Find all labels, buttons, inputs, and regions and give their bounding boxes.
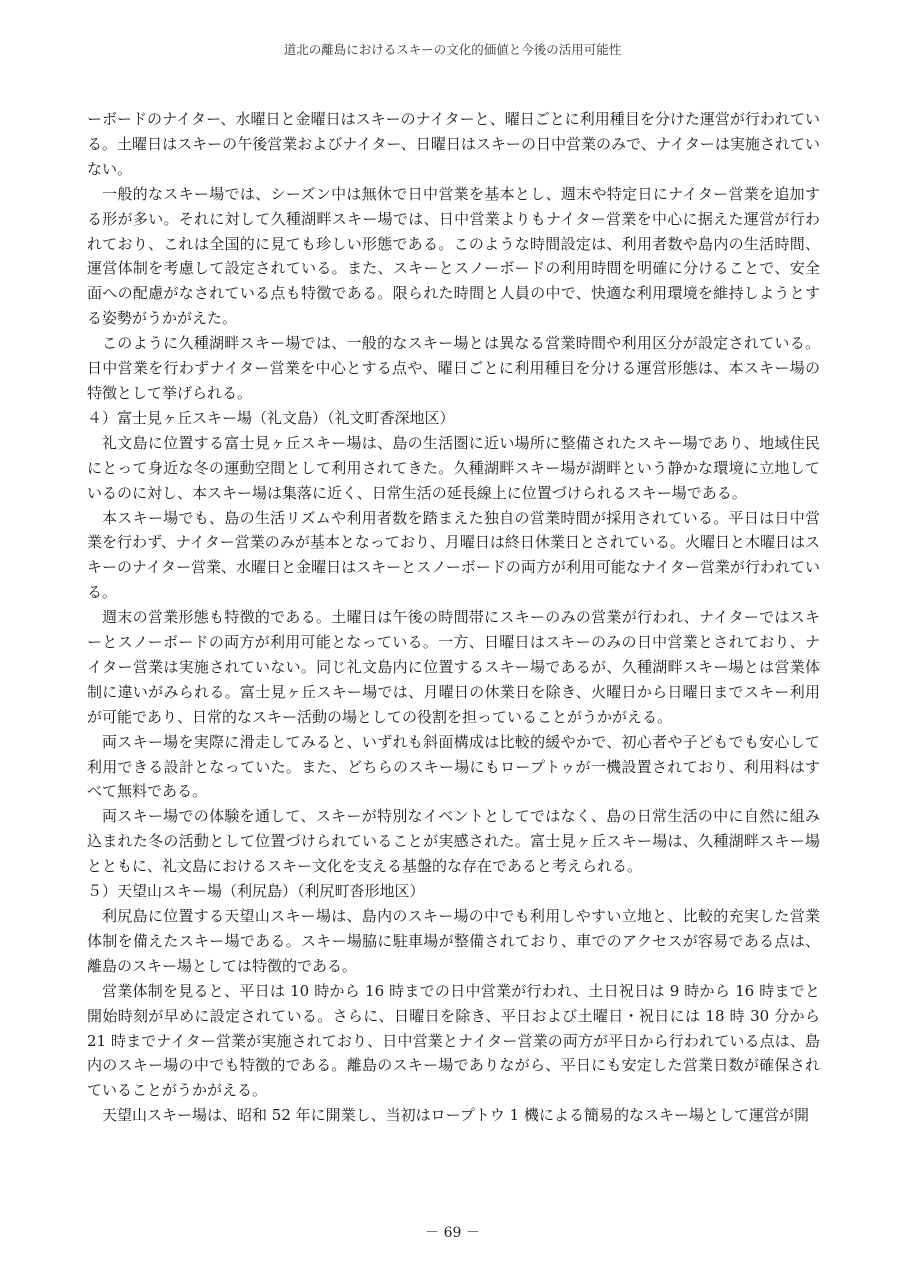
paragraph: 天望山スキー場は、昭和 52 年に開業し、当初はロープトウ 1 機による簡易的なスキー場として運営が開 [102,1106,809,1125]
main-body [87,107,820,1128]
paragraph: 利尻島に位置する天望山スキー場は、島内のスキー場の中でも利用しやすい立地と、比較的充実した営業体制を備えたスキー場である。スキー場脇に駐車場が整備されており、車でのアクセスが容易である点は、離島のスキー場としては特徴的である。 [87,907,820,975]
paragraph: 本スキー場でも、島の生活リズムや利用者数を踏まえた独自の営業時間が採用されている。平日は日中営業を行わず、ナイター営業のみが基本となっており、月曜日は終日休業日とされている。火曜日と木曜日はスキーのナイター営業、水曜日と金曜日はスキーとスノーボードの両方が利用可能なナイター営業が行われている。 [87,508,820,602]
paragraph: 一般的なスキー場では、シーズン中は無休で日中営業を基本とし、週末や特定日にナイター営業を追加する形が多い。それに対して久種湖畔スキー場では、日中営業よりもナイター営業を中心に据えた運営が行われており、これは全国的に見ても珍しい形態である。このような時間設定は、利用者数や島内の生活時間、運営体制を考慮して設定されている。また、スキーとスノーボードの利用時間を明確に分けることで、安全面への配慮がなされている点も特徴である。限られた時間と人員の中で、快適な利用環境を維持しようとする姿勢がうかがえた。 [87,184,820,328]
paragraph: 両スキー場を実際に滑走してみると、いずれも斜面構成は比較的緩やかで、初心者や子どもでも安心して利用できる設計となっていた。また、どちらのスキー場にもロープトゥが一機設置されており、利用料はすべて無料である。 [87,732,820,801]
page-number: － 69 － [425,1225,480,1241]
paragraph: このように久種湖畔スキー場では、一般的なスキー場とは異なる営業時間や利用区分が設定されている。日中営業を行わずナイター営業を中心とする点や、曜日ごとに利用種目を分ける運営形態は、本スキー場の特徴として挙げられる。 [87,334,820,402]
paragraph: 礼文島に位置する富士見ヶ丘スキー場は、島の生活圏に近い場所に整備されたスキー場であり、地域住民にとって身近な冬の運動空間として利用されてきた。久種湖畔スキー場が湖畔という静かな環境に立地しているのに対し、本スキー場は集落に近く、日常生活の延長線上に位置づけられるスキー場である。 [87,433,820,502]
section-heading: ５）天望山スキー場（利尻島）（利尻町沓形地区） [87,882,425,901]
paragraph: ーボードのナイター、水曜日と金曜日はスキーのナイターと、曜日ごとに利用種目を分けた運営が行われている。土曜日はスキーの午後営業およびナイター、日曜日はスキーの日中営業のみで、ナイターは実施されていない。 [87,110,820,178]
paragraph: 両スキー場での体験を通して、スキーが特別なイベントとしてではなく、島の日常生活の中に自然に組み込まれた冬の活動として位置づけられていることが実感された。富士見ヶ丘スキー場は、久種湖畔スキー場とともに、礼文島におけるスキー文化を支える基盤的な存在であると考えられる。 [87,807,820,876]
paragraph: 営業体制を見ると、平日は 10 時から 16 時までの日中営業が行われ、土日祝日は 9 時から 16 時までと開始時刻が早めに設定されている。さらに、日曜日を除き、平日および土曜日・祝日には 18 時 30 分から 21 時までナイター営業が実施されており、日中営業とナイター営業の両方が平日から行われている点は、島内のスキー場の中でも特徴的である。離島のスキー場でありながら、平日にも安定した営業日数が確保されていることがうかがえる。 [87,981,820,1100]
running-header: 道北の離島におけるスキーの文化的価値と今後の活用可能性 [283,42,622,57]
section-heading: ４）富士見ヶ丘スキー場（礼文島）（礼文町香深地区） [87,408,455,427]
paragraph: 週末の営業形態も特徴的である。土曜日は午後の時間帯にスキーのみの営業が行われ、ナイターではスキーとスノーボードの両方が利用可能となっている。一方、日曜日はスキーのみの日中営業とされており、ナイター営業は実施されていない。同じ礼文島内に位置するスキー場であるが、久種湖畔スキー場とは営業体制に違いがみられる。富士見ヶ丘スキー場では、月曜日の休業日を除き、火曜日から日曜日までスキー利用が可能であり、日常的なスキー活動の場としての役割を担っていることがうかがえる。 [87,608,820,726]
